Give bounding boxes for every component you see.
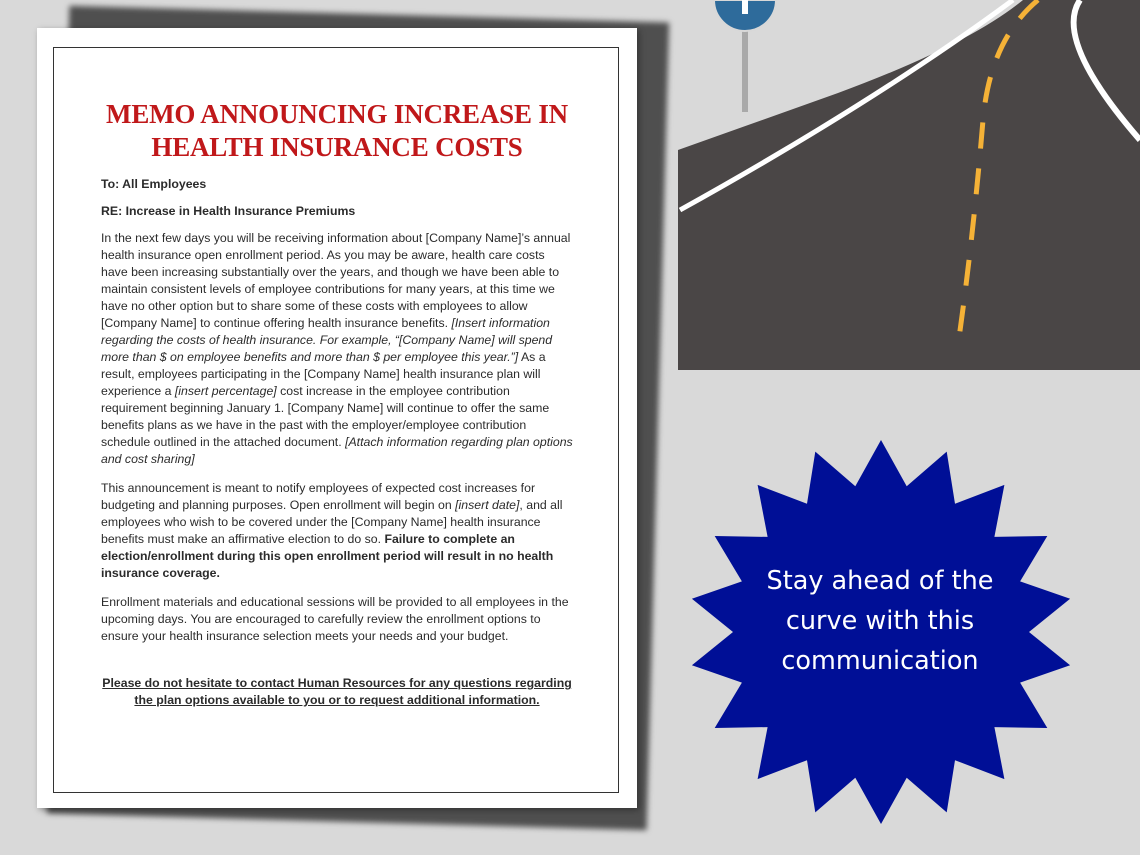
p1-text-e: cost increase in the employee contribution requirement beginning January 1. [Company Name] will continue to offer the same benefits plans as we have in the past with the employer/employee contribution schedule outlined in the attached document. <box>101 384 550 449</box>
memo-re-line: RE: Increase in Health Insurance Premiums <box>101 204 356 218</box>
badge-text: Stay ahead of the curve with this communication <box>766 566 994 676</box>
p1-placeholder-costs: [Insert information regarding the costs of health insurance. For example, “[Company Name] will spend more than $ on employee benefits and more than $ per employee this year.”] <box>101 316 553 364</box>
sign-symbol <box>742 0 748 14</box>
sign-pole <box>742 28 748 112</box>
memo-title: MEMO ANNOUNCING INCREASE IN HEALTH INSURANCE COSTS <box>106 99 568 162</box>
road-illustration <box>678 0 1140 370</box>
p1-placeholder-attach: [Attach information regarding plan options and cost sharing] <box>101 435 573 466</box>
p1-text-c: As a result, employees participating in the [Company Name] health insurance plan will experience a <box>101 350 546 398</box>
memo-paragraph-3: Enrollment materials and educational sessions will be provided to all employees in the upcoming days. You are encouraged to carefully review the enrollment options to ensure your health insurance selection meets your needs and your budget. <box>101 595 569 643</box>
p2-placeholder-date: [insert date] <box>455 498 520 512</box>
p2-text-c: , and all employees who wish to be covered under the [Company Name] health insurance benefits must make an affirmative election to do so. <box>101 498 563 546</box>
memo-paragraph-2 <box>101 480 573 582</box>
p1-placeholder-percentage: [insert percentage] <box>174 384 277 398</box>
p1-text-a: In the next few days you will be receiving information about [Company Name]’s annual health insurance open enrollment period. As you may be aware, health care costs have been increasing substantially over the years, and though we have been able to maintain consistent levels of employee contributions for many years, at this time we have no other option but to share some of these costs with employees to allow [Company Name] to continue offering health insurance benefits. <box>101 231 571 330</box>
p2-text-a: This announcement is meant to notify employees of expected cost increases for budgeting and planning purposes. Open enrollment will begin on <box>101 481 536 512</box>
memo-content <box>101 98 573 709</box>
memo-footer-note: Please do not hesitate to contact Human Resources for any questions regarding the plan options available to you or to request additional information. <box>102 676 572 707</box>
memo-to-line: To: All Employees <box>101 177 207 191</box>
memo-document <box>37 28 637 808</box>
memo-paragraph-1 <box>101 230 573 468</box>
p2-warning: Failure to complete an election/enrollment during this open enrollment period will result in no health insurance coverage. <box>101 532 554 580</box>
